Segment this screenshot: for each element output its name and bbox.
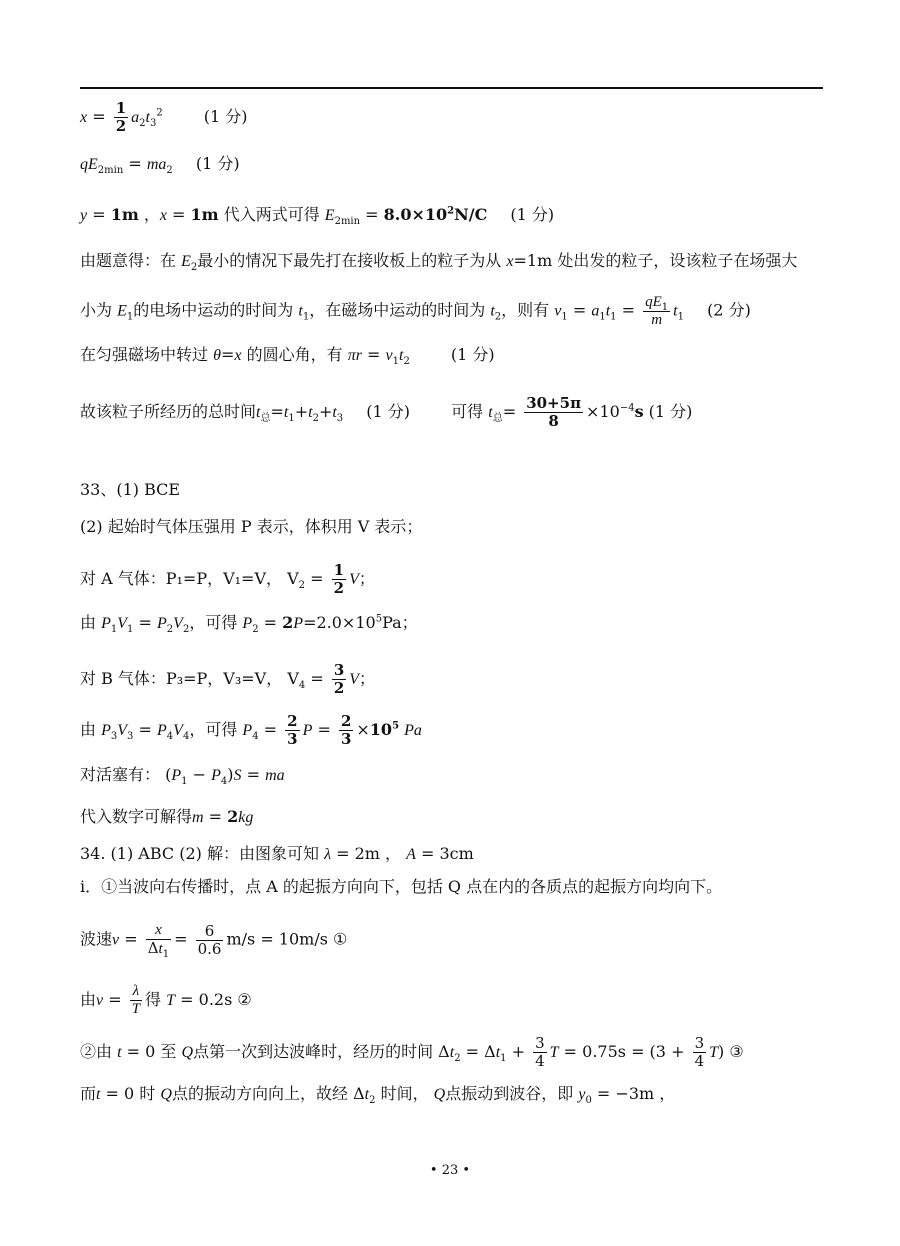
text-line-5: 小为 $E_1$的电场中运动的时间为 $t_1$，在磁场中运动的时间为 $t_2$，则有 $v_1 = a_1t_1$ = $\frac{qE_1}{m}$ $t_1$ (2 分) xyxy=(80,294,751,328)
q34-period: 由v = $\frac{\lambda}{T}$ 得 T = 0.2s ② xyxy=(80,983,252,1017)
page-number: • 23 • xyxy=(429,1163,471,1178)
score: (1 分) xyxy=(648,402,693,421)
q34-i-text: i．①当波向右传播时，点 A 的起振方向向下，包括 Q 点在内的各质点的起振方向均向下。 xyxy=(80,877,723,896)
q33-eq2: 由 $P_3V_3 = P_4V_4$，可得 $P_4$ = $\frac{2}{3}$ P = $\frac{2}{3}$ $\times 10^5$ Pa xyxy=(80,712,422,748)
q34-intro: 34. (1) ABC (2) 解：由图象可知 λ = 2m ， A = 3cm xyxy=(80,844,474,863)
q33-result: 代入数字可解得m = 2kg xyxy=(80,807,254,826)
score: (2 分) xyxy=(707,300,751,320)
score: (1 分) xyxy=(450,345,495,364)
fraction-total-time: $\frac{30+5\pi}{8}$ xyxy=(526,394,582,430)
q33-piston: 对活塞有： $(P_1 - P_4)S$ = ma xyxy=(80,765,285,788)
q34-trough: 而t = 0 时 Q点的振动方向向上，故经 $\Delta t_2$ 时间， Q点振动到波谷，即 $y_0 = -3m$ ， xyxy=(80,1084,676,1107)
q33-gas-a: 对 A 气体：P₁=P，V₁=V， $V_2$ = $\frac{1}{2}$ V； xyxy=(80,561,375,597)
q33-eq1: 由 $P_1V_1 = P_2V_2$，可得 $P_2 = 2P=2.0\times 10^5Pa$； xyxy=(80,613,418,636)
text-line-6: 在匀强磁场中转过 θ=x 的圆心角，有 $\pi r = v_1t_2$ (1 分) xyxy=(80,345,495,368)
fraction-half: $\frac{1}{2}$ xyxy=(115,99,127,135)
score: (1 分) xyxy=(366,402,411,421)
equation-line-3: y = 1m ，x = 1m 代入两式可得 $E_{2min} = 8.0\times 10^2N/C$ (1 分) xyxy=(80,205,555,228)
score: (1 分) xyxy=(510,205,555,224)
q34-time: ②由 t = 0 至 Q点第一次到达波峰时，经历的时间 $\Delta t_2 = \Delta t_1$ + $\frac{3}{4}$ T = 0.75s = (3 + $\frac{3}{4}$ T) ③ xyxy=(80,1034,744,1070)
top-rule xyxy=(80,87,823,89)
q33-part1: 33、(1) BCE xyxy=(80,480,181,499)
score: (1 分) xyxy=(195,154,240,173)
text-line-4: 由题意得：在 $E_2$最小的情况下最先打在接收板上的粒子为从 x=1m 处出发的粒子，设该粒子在场强大 xyxy=(80,251,798,274)
q33-gas-b: 对 B 气体：P₃=P，V₃=V， $V_4$ = $\frac{3}{2}$ V； xyxy=(80,661,376,697)
text-line-7: 故该粒子所经历的总时间$t_总=t_1+t_2+t_3$ (1 分) 可得 $t_总=$ $\frac{30+5\pi}{8}$ $\times 10^{-4}s$ (1 分) xyxy=(80,394,693,430)
equation-line-2: $qE_{2min} = ma_2$ (1 分) xyxy=(80,154,240,177)
equation-line-1: x = $\frac{1}{2}$ $a_2t_3^2$ (1 分) xyxy=(80,99,248,135)
score: (1 分) xyxy=(203,107,248,126)
fraction-qE-over-m: $\frac{qE_1}{m}$ xyxy=(645,294,669,328)
q33-part2: (2) 起始时气体压强用 P 表示，体积用 V 表示； xyxy=(80,517,423,536)
q34-wave-speed: 波速v = $\frac{x}{\Delta t_1}$ = $\frac{6}{0.6}$ m/s = 10m/s ① xyxy=(80,921,348,960)
